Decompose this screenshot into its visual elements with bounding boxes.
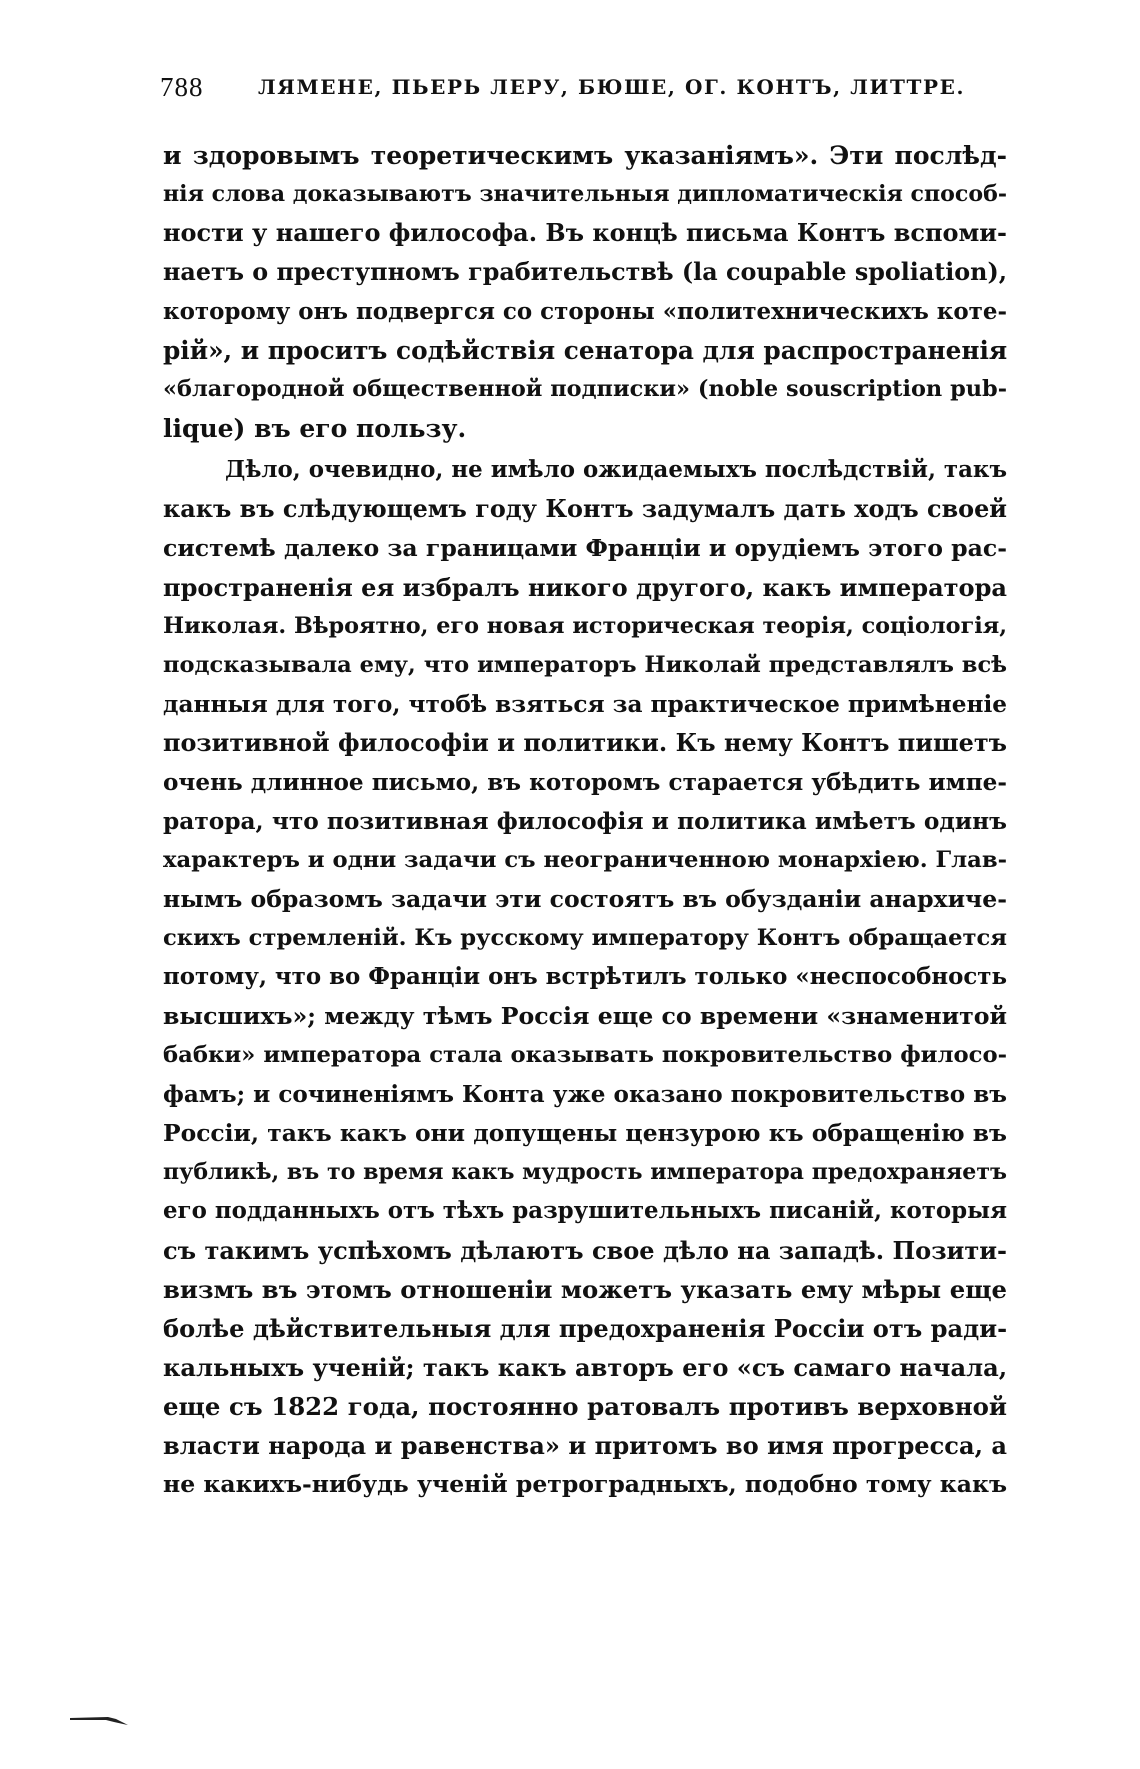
text-line: власти народа и равенства» и притомъ во имя прогресса, а: [163, 1431, 1007, 1460]
text-line: позитивной философіи и политики. Къ нему Контъ пишетъ: [163, 729, 1007, 757]
body-text: [163, 136, 1007, 1504]
running-head: [160, 72, 1020, 112]
text-line: нымъ образомъ задачи эти состоятъ въ обузданіи анархиче-: [163, 885, 1007, 913]
text-line: наетъ о преступномъ грабительствѣ (la coupable spoliation),: [163, 258, 1007, 286]
text-line: очень длинное письмо, въ которомъ старается убѣдить импе-: [163, 769, 1007, 796]
margin-pen-mark: [68, 1713, 130, 1727]
text-line: высшихъ»; между тѣмъ Россія еще со времени «знаменитой: [163, 1002, 1007, 1030]
running-title: ЛЯМЕНЕ, ПЬЕРЬ ЛЕРУ, БЮШЕ, ОГ. КОНТЪ, ЛИТТРЕ.: [258, 75, 966, 99]
text-line: ности у нашего философа. Въ концѣ письма Контъ вспоми-: [163, 219, 1007, 247]
text-line: не какихъ-нибудь ученій ретроградныхъ, подобно тому какъ: [163, 1470, 1007, 1498]
text-line: еще съ 1822 года, постоянно ратовалъ противъ верховной: [163, 1392, 1007, 1421]
text-line: Дѣло, очевидно, не имѣло ожидаемыхъ послѣдствій, такъ: [225, 457, 1007, 483]
text-line: съ такимъ успѣхомъ дѣлаютъ свое дѣло на западѣ. Позити-: [163, 1236, 1007, 1265]
text-line: Николая. Вѣроятно, его новая историческая теорія, соціологія,: [163, 613, 1007, 639]
text-line: нія слова доказываютъ значительныя дипломатическія способ-: [163, 181, 1007, 207]
text-line: визмъ въ этомъ отношеніи можетъ указать ему мѣры еще: [163, 1275, 1007, 1304]
text-line: скихъ стремленій. Къ русскому императору Контъ обращается: [163, 925, 1007, 951]
text-line: болѣе дѣйствительныя для предохраненія Россіи отъ ради-: [163, 1314, 1008, 1343]
text-line: его подданныхъ отъ тѣхъ разрушительныхъ писаній, которыя: [163, 1198, 1007, 1224]
text-line: фамъ; и сочиненіямъ Конта уже оказано покровительство въ: [163, 1081, 1007, 1108]
text-line: ратора, что позитивная философія и политика имѣетъ одинъ: [163, 808, 1007, 835]
text-line: системѣ далеко за границами Франціи и орудіемъ этого рас-: [163, 534, 1007, 562]
text-line: характеръ и одни задачи съ неограниченною монархіею. Глав-: [163, 847, 1007, 873]
text-line: рій», и проситъ содѣйствія сенатора для распространенія: [163, 336, 1008, 365]
text-line: lique) въ его пользу.: [163, 414, 467, 443]
text-line: Россіи, такъ какъ они допущены цензурою къ обращенію въ: [163, 1119, 1007, 1147]
text-line: подсказывала ему, что императоръ Николай представлялъ всѣ: [163, 652, 1007, 678]
text-line: «благородной общественной подписки» (noble souscription pub-: [163, 376, 1007, 402]
text-line: и здоровымъ теоретическимъ указаніямъ». Эти послѣд-: [163, 141, 1007, 170]
text-line: данныя для того, чтобѣ взяться за практическое примѣненіе: [163, 691, 1008, 718]
text-line: потому, что во Франціи онъ встрѣтилъ только «неспособность: [163, 964, 1007, 990]
text-line: пространенія ея избралъ никого другого, какъ императора: [163, 573, 1007, 602]
text-line: которому онъ подвергся со стороны «политехническихъ коте-: [163, 298, 1007, 325]
page-number: 788: [160, 72, 204, 102]
text-line: публикѣ, въ то время какъ мудрость императора предохраняетъ: [163, 1159, 1007, 1185]
text-line: бабки» императора стала оказывать покровительство филосо-: [163, 1042, 1007, 1068]
paragraph-1: [163, 136, 1007, 448]
text-line: какъ въ слѣдующемъ году Контъ задумалъ дать ходъ своей: [163, 495, 1007, 523]
text-line: кальныхъ ученій; такъ какъ авторъ его «съ самаго начала,: [163, 1353, 1008, 1382]
paragraph-2: [163, 451, 1007, 1504]
